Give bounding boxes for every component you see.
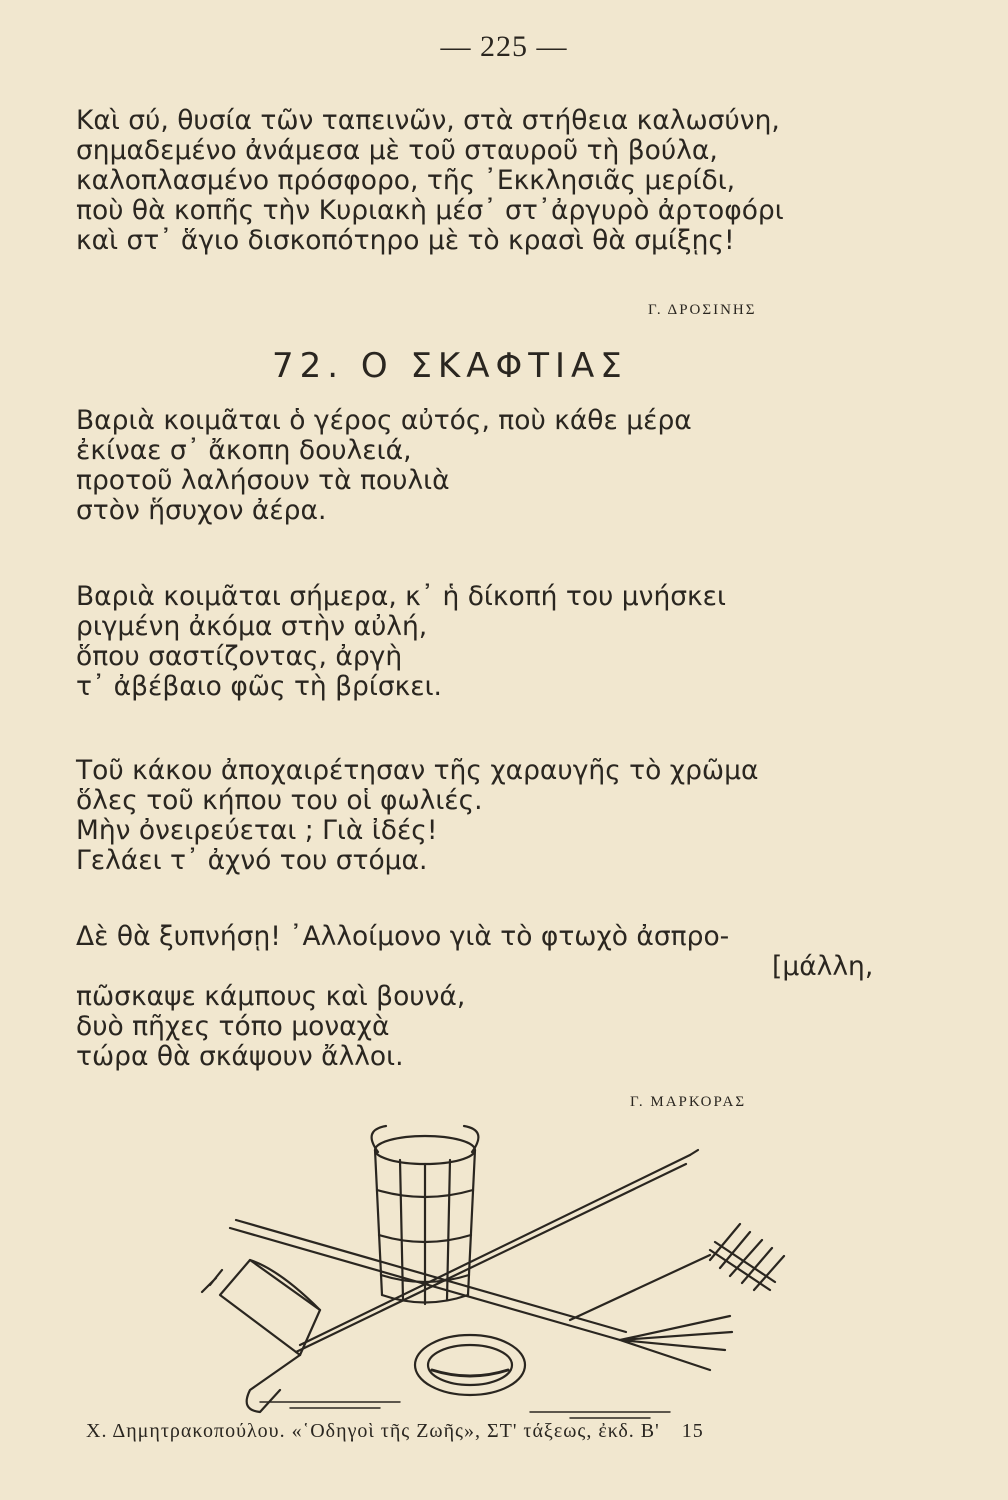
verse-line-continuation: [μάλλη, — [772, 951, 874, 982]
verse-line: ὅπου σαστίζοντας, ἀργὴ — [76, 641, 403, 672]
verse-line: προτοῦ λαλήσουν τὰ πουλιὰ — [76, 465, 450, 496]
verse-line: ποὺ θὰ κοπῆς τὴν Κυριακὴ μέσ᾿ στ᾿ἀργυρὸ ἀρτοφόρι — [76, 195, 784, 226]
poem-signature: Γ. ΜΑΡΚΟΡΑΣ — [630, 1094, 747, 1110]
verse-line: Γελάει τ᾿ ἀχνό του στόμα. — [76, 845, 428, 876]
verse-line: καλοπλασμένο πρόσφορο, τῆς ᾿Εκκλησιᾶς μερίδι, — [76, 165, 736, 196]
verse-line: Δὲ θὰ ξυπνήσῃ! ᾿Αλλοίμονο γιὰ τὸ φτωχὸ ἀσπρο- — [76, 921, 730, 952]
stanza-1 — [76, 406, 692, 526]
stanza-3 — [76, 756, 758, 876]
verse-line: Βαριὰ κοιμᾶται ὁ γέρος αὐτός, ποὺ κάθε μέρα — [76, 405, 692, 436]
sheet-number: 15 — [681, 1420, 704, 1442]
intro-signature: Γ. ΔΡΟΣΙΝΗΣ — [648, 302, 757, 318]
verse-line: ὅλες τοῦ κήπου του οἱ φωλιές. — [76, 785, 483, 816]
verse-line: ριγμένη ἀκόμα στὴν αὐλή, — [76, 611, 428, 642]
verse-line: στὸν ἥσυχον ἀέρα. — [76, 495, 327, 526]
verse-line: ἐκίναε σ᾿ ἄκοπη δουλειά, — [76, 435, 412, 466]
verse-line: Τοῦ κάκου ἀποχαιρέτησαν τῆς χαραυγῆς τὸ χρῶμα — [76, 755, 759, 786]
footer-citation: Χ. Δημητρακοπούλου. «῾Οδηγοὶ τῆς Ζωῆς», ΣΤ' τάξεως, ἐκδ. Β' — [86, 1420, 660, 1442]
verse-line: πῶσκαψε κάμπους καὶ βουνά, — [76, 981, 466, 1012]
verse-line: σημαδεμένο ἀνάμεσα μὲ τοῦ σταυροῦ τὴ βούλα, — [76, 135, 718, 166]
verse-line: Βαριὰ κοιμᾶται σήμερα, κ᾿ ἡ δίκοπή του μνήσκει — [76, 581, 726, 612]
poem-title: 72. Ο ΣΚΑΦΤΙΑΣ — [272, 346, 628, 386]
gardening-tools-icon — [150, 1120, 870, 1420]
page-footer — [86, 1420, 704, 1443]
verse-line: τώρα θὰ σκάψουν ἄλλοι. — [76, 1041, 404, 1072]
verse-line: δυὸ πῆχες τόπο μοναχὰ — [76, 1011, 390, 1042]
stanza-2 — [76, 582, 726, 702]
verse-line: καὶ στ᾿ ἅγιο δισκοπότηρο μὲ τὸ κρασὶ θὰ σμίξῃς! — [76, 225, 735, 256]
intro-stanza — [76, 106, 784, 256]
stanza-4 — [76, 922, 873, 1072]
verse-line: Μὴν ὀνειρεύεται ; Γιὰ ἰδές! — [76, 815, 438, 846]
verse-line: τ᾿ ἀβέβαιο φῶς τὴ βρίσκει. — [76, 671, 442, 702]
page-number: — 225 — — [440, 30, 568, 63]
verse-line: Καὶ σύ, θυσία τῶν ταπεινῶν, στὰ στήθεια καλωσύνη, — [76, 105, 780, 136]
